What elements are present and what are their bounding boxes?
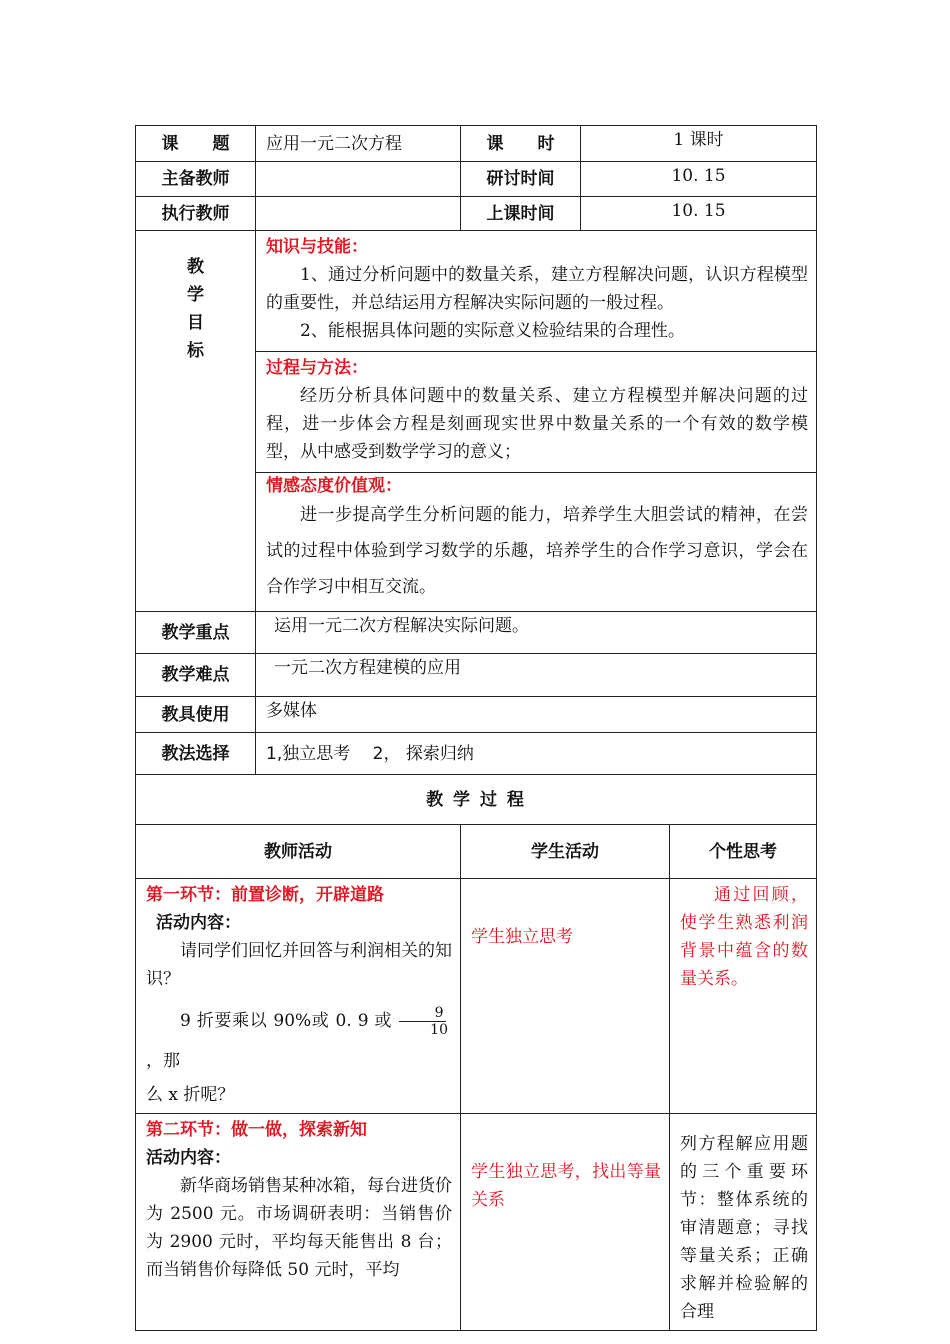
discussion-time-value: 10. 15 (581, 162, 817, 197)
objectives-label-char: 目 (187, 313, 204, 333)
fraction-nine-tenths (396, 1005, 448, 1038)
class-time-label: 上课时间 (461, 197, 581, 231)
row-key-point (136, 612, 817, 654)
stage2-student-text: 学生独立思考，找出等量关系 (471, 1162, 661, 1210)
stage1-text-1: 请同学们回忆并回答与利润相关的知识？ (146, 941, 452, 989)
methods-label: 教法选择 (136, 733, 256, 775)
row-column-headers (136, 825, 817, 879)
process-heading: 过程与方法： (266, 358, 368, 378)
teacher-activity-header: 教师活动 (136, 825, 461, 879)
key-point-value: 运用一元二次方程解决实际问题。 (256, 612, 817, 654)
stage2-reflection (670, 1114, 817, 1331)
topic-value: 应用一元二次方程 (256, 126, 461, 162)
tools-value: 多媒体 (256, 697, 817, 733)
stage1-reflection-text: 通过回顾，使学生熟悉利润背景中蕴含的数量关系。 (680, 885, 809, 989)
row-stage-1 (136, 879, 817, 1114)
objectives-label-char: 标 (187, 341, 204, 361)
knowledge-text-2: 2、能根据具体问题的实际意义检验结果的合理性。 (300, 321, 685, 341)
hours-value: 1 课时 (581, 126, 817, 162)
hours-label: 课 时 (461, 126, 581, 162)
process-title: 教 学 过 程 (136, 775, 817, 825)
stage1-reflection (670, 879, 817, 1114)
row-executing-teacher (136, 197, 817, 231)
emotion-text: 进一步提高学生分析问题的能力，培养学生大胆尝试的精神，在尝试的过程中体验到学习数学的乐趣，培养学生的合作学习意识，学会在合作学习中相互交流。 (266, 505, 809, 597)
stage2-teacher (136, 1114, 461, 1331)
stage1-text-2 (146, 1001, 452, 1081)
row-lead-teacher (136, 162, 817, 197)
stage2-activity-label: 活动内容： (146, 1148, 231, 1168)
stage2-text-1: 新华商场销售某种冰箱，每台进货价为 2500 元。市场调研表明：当销售价为 2900 元时，平均每天能售出 8 台；而当销售价每降低 50 元时，平均 (146, 1176, 452, 1280)
key-point-label: 教学重点 (136, 612, 256, 654)
executing-teacher-value (256, 197, 461, 231)
topic-label: 课 题 (136, 126, 256, 162)
discussion-time-label: 研讨时间 (461, 162, 581, 197)
stage1-student (461, 879, 670, 1114)
stage1-activity-label: 活动内容： (156, 913, 241, 933)
stage1-title: 第一环节：前置诊断，开辟道路 (146, 885, 384, 905)
difficulty-label: 教学难点 (136, 654, 256, 697)
row-process-title (136, 775, 817, 825)
knowledge-heading: 知识与技能： (266, 237, 368, 257)
reflection-header: 个性思考 (670, 825, 817, 879)
fraction-denominator: 10 (430, 1022, 448, 1038)
executing-teacher-label: 执行教师 (136, 197, 256, 231)
lead-teacher-value (256, 162, 461, 197)
stage1-text-2-after: ，那 (146, 1051, 180, 1071)
stage1-text-2-before: 9 折要乘以 90%或 0. 9 或 (180, 1011, 393, 1031)
difficulty-value: 一元二次方程建模的应用 (256, 654, 817, 697)
row-stage-2 (136, 1114, 817, 1331)
tools-label: 教具使用 (136, 697, 256, 733)
objectives-label (136, 231, 256, 612)
stage1-student-text: 学生独立思考 (471, 927, 573, 947)
emotion-heading: 情感态度价值观： (266, 476, 402, 496)
row-objectives-knowledge (136, 231, 817, 352)
row-topic (136, 126, 817, 162)
stage1-text-3: 么 x 折呢？ (146, 1085, 235, 1105)
row-tools (136, 697, 817, 733)
stage2-student (461, 1114, 670, 1331)
knowledge-section (256, 231, 817, 352)
process-section (256, 352, 817, 473)
class-time-value: 10. 15 (581, 197, 817, 231)
objectives-label-char: 学 (187, 285, 204, 305)
stage1-teacher (136, 879, 461, 1114)
lead-teacher-label: 主备教师 (136, 162, 256, 197)
stage2-reflection-text: 列方程解应用题的三个重要环节：整体系统的审清题意；寻找等量关系；正确求解并检验解的合理 (680, 1134, 809, 1322)
knowledge-text-1: 1、通过分析问题中的数量关系，建立方程解决问题，认识方程模型的重要性，并总结运用方程解决实际问题的一般过程。 (266, 265, 809, 313)
methods-value: 1,独立思考 2， 探索归纳 (256, 733, 817, 775)
fraction-numerator: 9 (399, 1005, 446, 1022)
lesson-plan-table (135, 125, 817, 1331)
emotion-section (256, 473, 817, 612)
row-methods (136, 733, 817, 775)
process-text: 经历分析具体问题中的数量关系、建立方程模型并解决问题的过程，进一步体会方程是刻画现实世界中数量关系的一个有效的数学模型，从中感受到数学学习的意义； (266, 386, 809, 462)
row-difficulty (136, 654, 817, 697)
stage2-title: 第二环节：做一做，探索新知 (146, 1120, 367, 1140)
student-activity-header: 学生活动 (461, 825, 670, 879)
objectives-label-char: 教 (187, 257, 204, 277)
